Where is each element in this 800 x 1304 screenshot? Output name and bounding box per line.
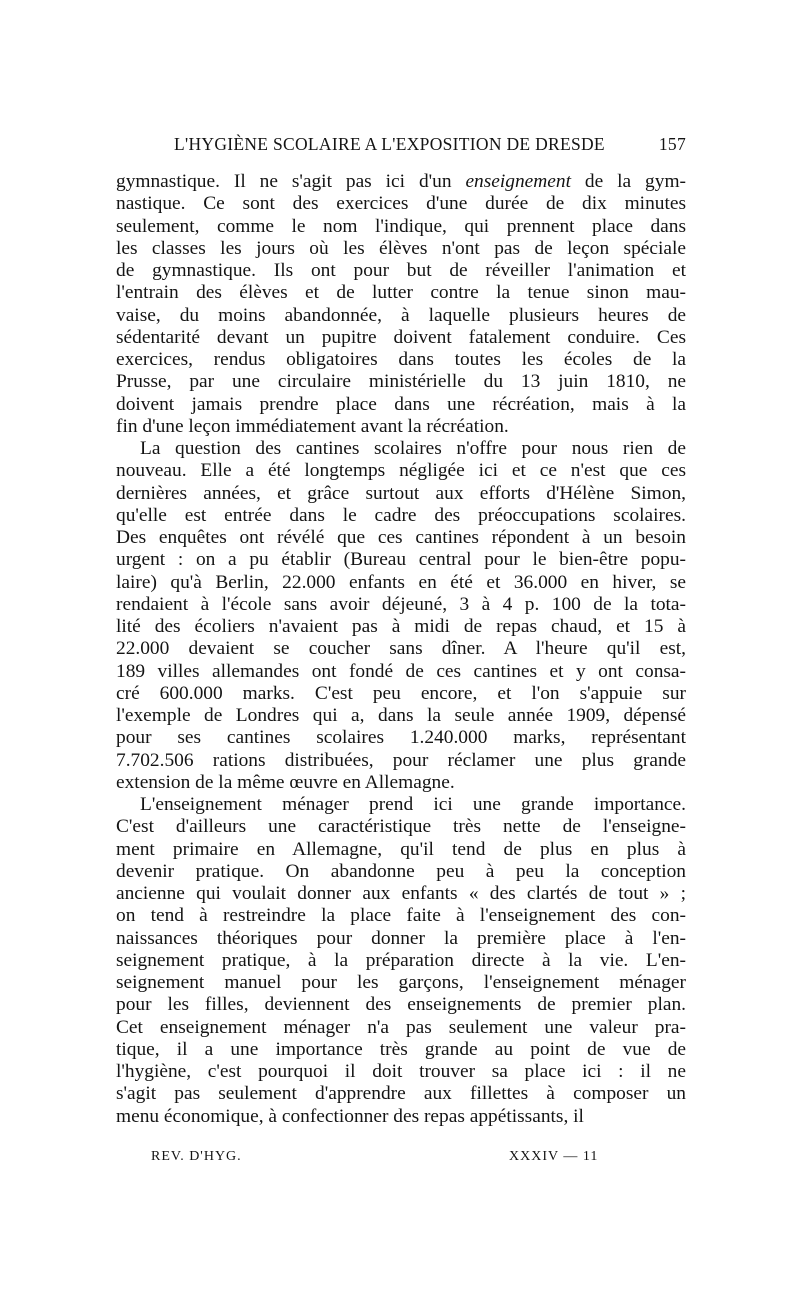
text-line: L'enseignement ménager prend ici une grande importance. [140,794,686,815]
text-line: cré 600.000 marks. C'est peu encore, et l'on s'appuie sur [116,682,686,704]
text-line: Des enquêtes ont révélé que ces cantines répondent à un besoin [116,527,686,548]
text-line: nastique. Ce sont des exercices d'une durée de dix minutes [116,193,686,215]
text-line: doivent jamais prendre place dans une récréation, mais à la [116,393,686,415]
text-line: 189 villes allemandes ont fondé de ces cantines et y ont consa- [116,660,686,682]
text-line: de gymnastique. Ils ont pour but de réveiller l'animation et [116,260,686,281]
paragraph [116,794,686,1128]
text-line: seulement, comme le nom l'indique, qui prennent place dans [116,215,686,237]
text-line: urgent : on a pu établir (Bureau central pour le bien-être popu- [116,549,686,571]
text-line: les classes les jours où les élèves n'ont pas de leçon spéciale [116,237,686,259]
text-line: La question des cantines scolaires n'offre pour nous rien de [140,438,686,459]
text-line: seignement pratique, à la préparation directe à la vie. L'en- [116,949,686,971]
text-line: seignement manuel pour les garçons, l'enseignement ménager [116,972,686,993]
text-line: l'entrain des élèves et de lutter contre la tenue sinon mau- [116,282,686,304]
paragraph [116,171,686,438]
text-line: gymnastique. Il ne s'agit pas ici d'un enseignement de la gym- [116,171,686,192]
signature-mark: XXXIV — 11 [509,1149,599,1164]
text-line: nouveau. Elle a été longtemps négligée ici et ce n'est que ces [116,460,686,482]
text-line: 7.702.506 rations distribuées, pour réclamer une plus grande [116,749,686,771]
text-line: s'agit pas seulement d'apprendre aux fillettes à composer un [116,1083,686,1105]
running-title: L'HYGIÈNE SCOLAIRE A L'EXPOSITION DE DRESDE [174,134,605,154]
text-line: pour les filles, deviennent des enseignements de premier plan. [116,994,686,1016]
text-line: Prusse, par une circulaire ministérielle du 13 juin 1810, ne [116,371,686,393]
text-line: l'hygiène, c'est pourquoi il doit trouver sa place ici : il ne [116,1061,686,1082]
text-line: lité des écoliers n'avaient pas à midi de repas chaud, et 15 à [116,616,686,637]
text-line: menu économique, à confectionner des repas appétissants, il [116,1105,584,1127]
text-line: devenir pratique. On abandonne peu à peu la conception [116,860,686,882]
text-line: exercices, rendus obligatoires dans toutes les écoles de la [116,349,686,370]
text-line: qu'elle est entrée dans le cadre des préoccupations scolaires. [116,504,686,526]
paragraph [116,438,686,794]
text-line: laire) qu'à Berlin, 22.000 enfants en été et 36.000 en hiver, se [116,571,686,593]
text-line: tique, il a une importance très grande au point de vue de [116,1038,686,1060]
body-text [116,171,686,1128]
page-number: 157 [658,134,686,154]
text-line: rendaient à l'école sans avoir déjeuné, 3 à 4 p. 100 de la tota- [116,593,686,615]
text-line: l'exemple de Londres qui a, dans la seule année 1909, dépensé [116,705,686,726]
text-line: sédentarité devant un pupitre doivent fatalement conduire. Ces [116,326,686,348]
text-line: dernières années, et grâce surtout aux efforts d'Hélène Simon, [116,482,686,504]
text-line: naissances théoriques pour donner la première place à l'en- [116,927,686,949]
text-line: C'est d'ailleurs une caractéristique très nette de l'enseigne- [116,816,686,838]
text-line: Cet enseignement ménager n'a pas seulement une valeur pra- [116,1016,686,1038]
text-line: 22.000 devaient se coucher sans dîner. A l'heure qu'il est, [116,638,686,660]
text-line: on tend à restreindre la place faite à l'enseignement des con- [116,905,686,927]
text-line: ancienne qui voulait donner aux enfants « des clartés de tout » ; [116,883,686,904]
text-line: extension de la même œuvre en Allemagne. [116,771,455,793]
text-line: vaise, du moins abandonnée, à laquelle plusieurs heures de [116,304,686,326]
text-line: ment primaire en Allemagne, qu'il tend de plus en plus à [116,838,686,860]
text-line: fin d'une leçon immédiatement avant la récréation. [116,415,509,437]
journal-abbreviation: REV. D'HYG. [151,1149,242,1164]
text-line: pour ses cantines scolaires 1.240.000 marks, représentant [116,727,686,749]
